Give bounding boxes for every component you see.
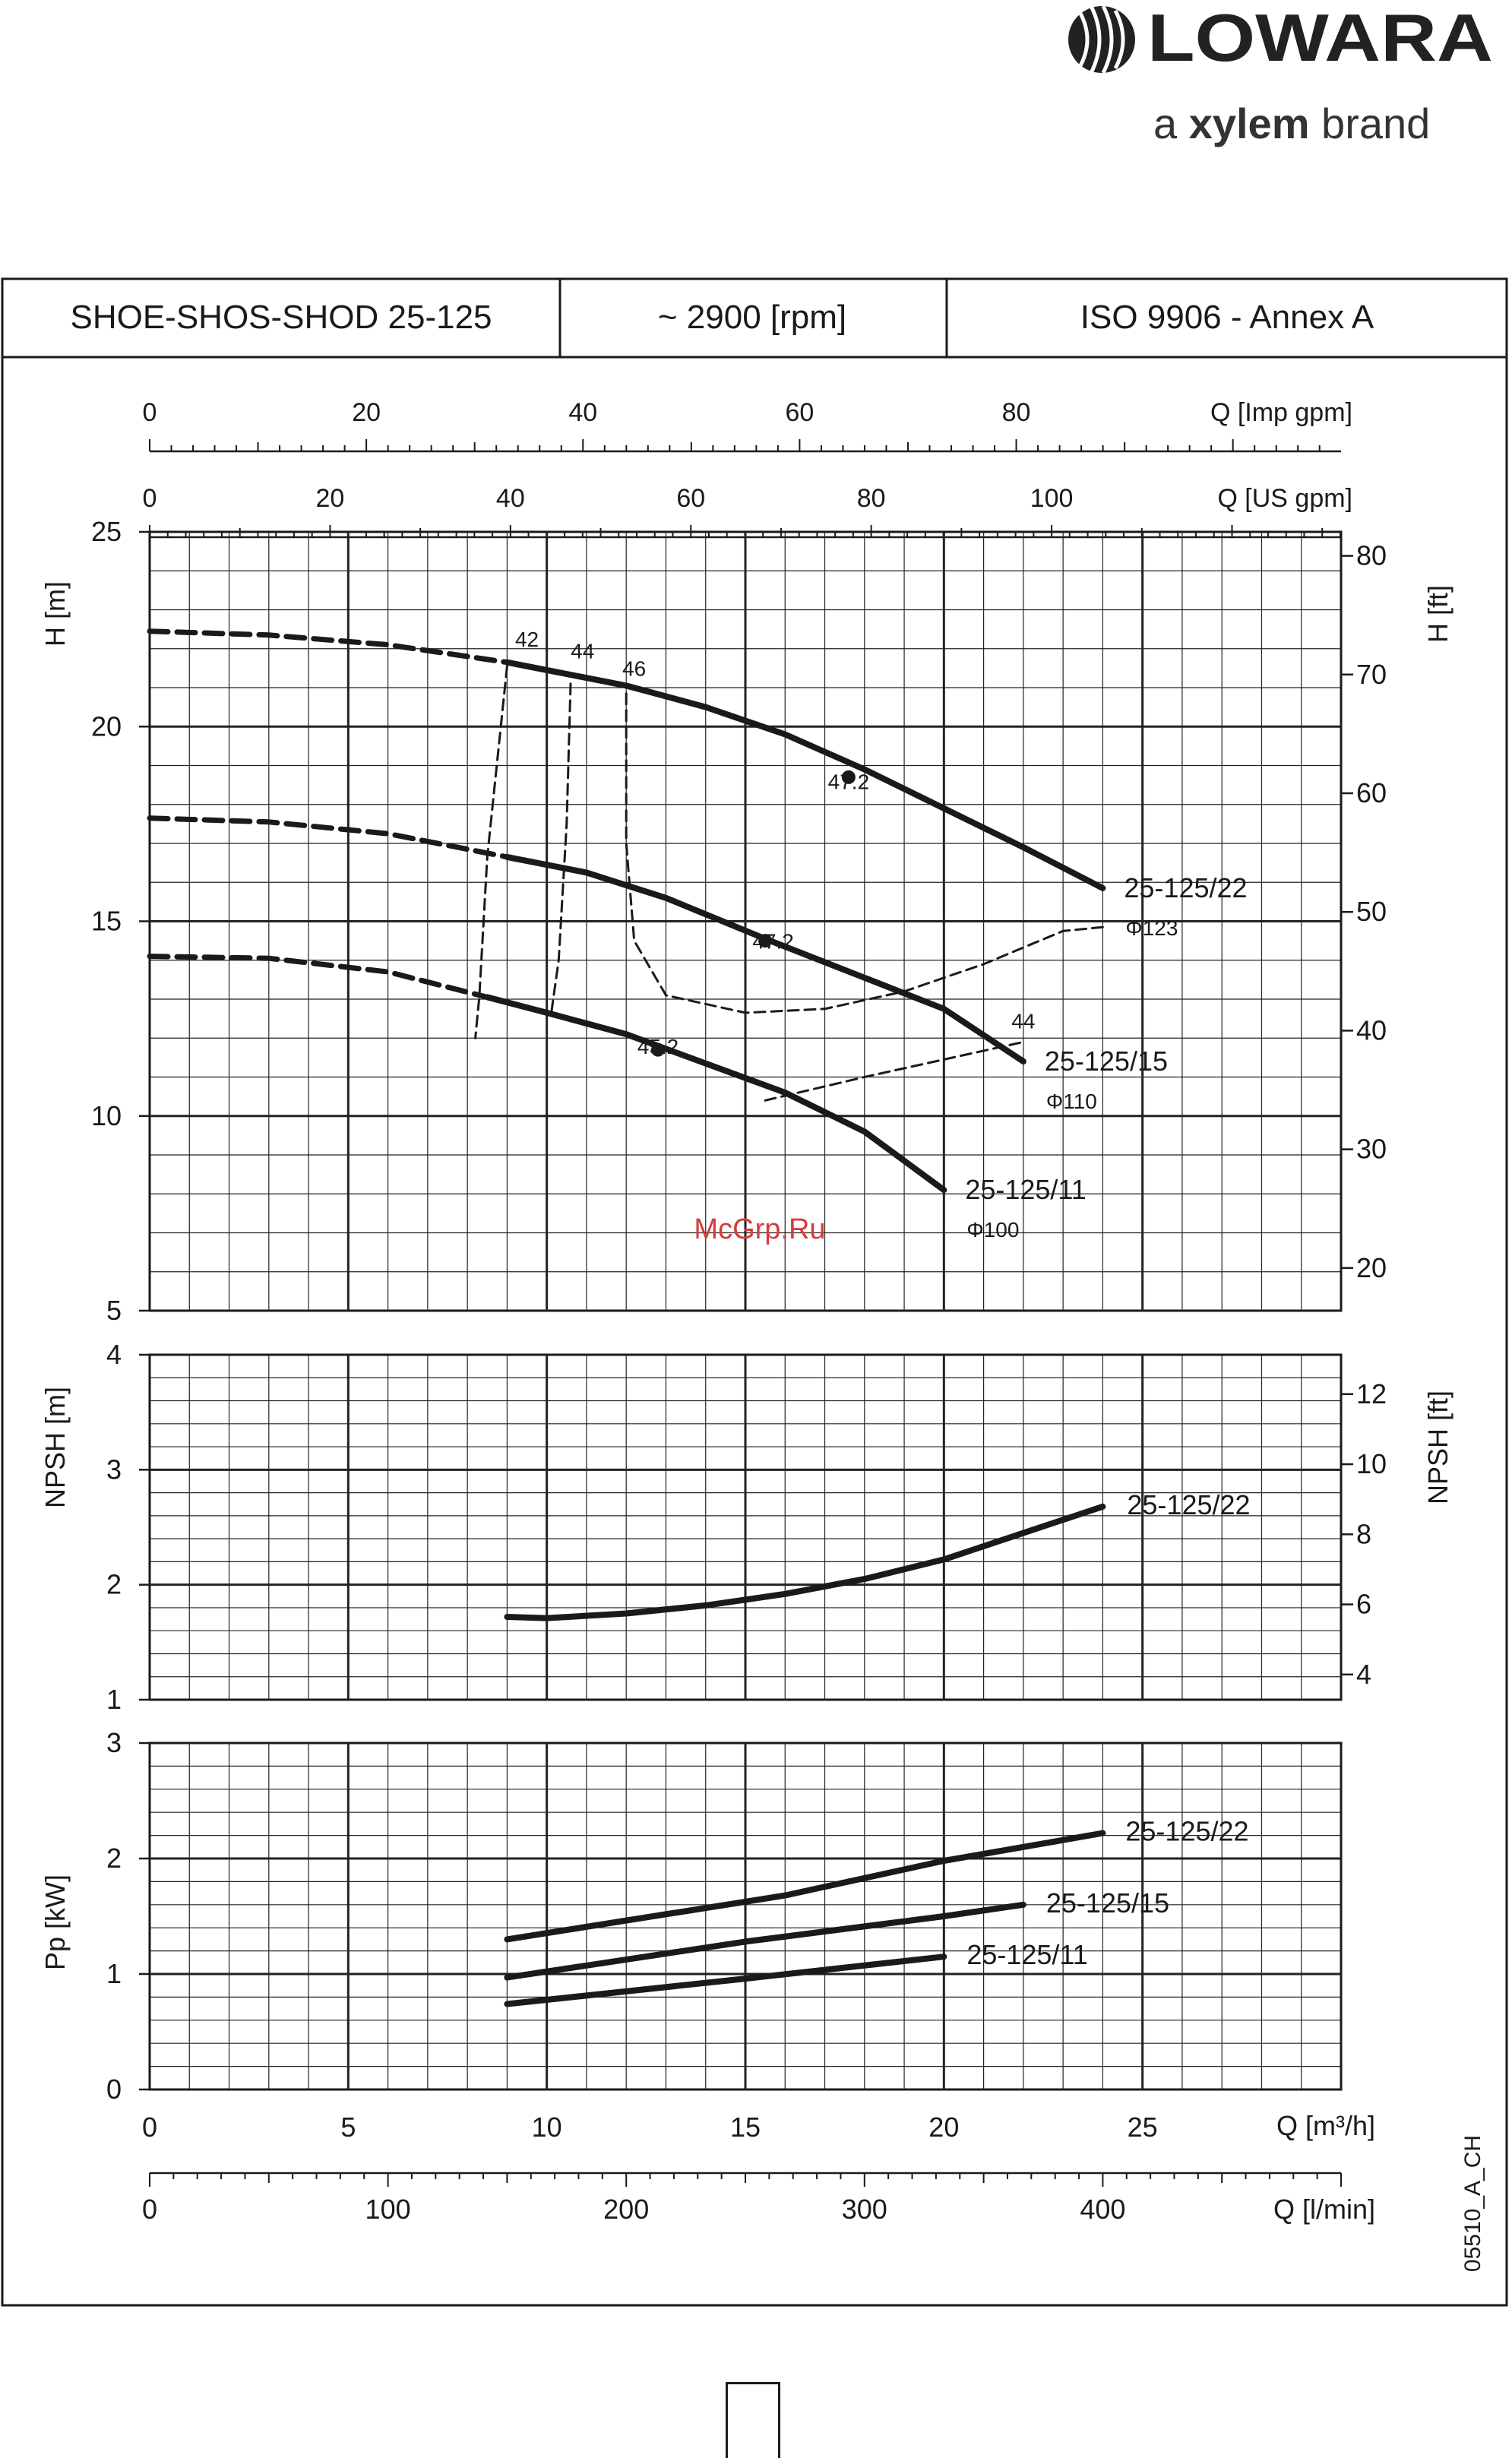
x2-tick-label: 200 [603,2194,650,2225]
header-speed: ~ 2900 [rpm] [657,299,847,336]
top-axis-tick-label: 60 [785,398,815,427]
top-flow-axes [143,398,1352,537]
top-axis-tick-label: 0 [142,398,157,427]
y-tick-label: 3 [106,1727,122,1758]
y-tick-label: 0 [106,2074,122,2105]
head-curve-extrapolated [150,818,507,857]
brand-name: LOWARA [1147,0,1493,75]
top-axis-tick-label: 0 [142,484,157,513]
series-label: 25-125/22 [1125,1815,1249,1847]
drawing-code: 05510_A_CH [1460,2134,1485,2273]
y-tick-label: 20 [90,710,122,742]
x2-tick-label: 300 [841,2194,887,2225]
x2-axis-label: Q [l/min] [1273,2194,1375,2225]
brand-tagline: a xylem brand [1153,100,1431,147]
series-label: 25-125/22 [1127,1488,1251,1520]
x-tick-label: 15 [729,2112,761,2143]
series-label: 25-125/22 [1124,872,1248,903]
head-curve [507,857,1023,1061]
x-tick-label: 20 [928,2112,960,2143]
y-right-tick-label: 12 [1356,1378,1387,1409]
y-right-tick-label: 6 [1356,1588,1372,1620]
efficiency-curve [551,684,571,1017]
head-curve-extrapolated [150,631,507,663]
x2-tick-label: 0 [141,2194,158,2225]
y-right-tick-label: 4 [1356,1658,1372,1690]
efficiency-label: 46 [622,656,647,681]
sheet-header [70,299,1374,336]
y-tick-label: 2 [106,1843,122,1874]
x2-tick-label: 100 [365,2194,411,2225]
bottom-flow-axes [142,2173,1375,2225]
efficiency-label: 44 [1011,1009,1036,1033]
efficiency-label: 45.2 [637,1034,679,1058]
power-chart [40,1727,1375,2143]
head-curve-extrapolated [150,957,487,998]
head-curve [487,997,944,1190]
top-axis-tick-label: 80 [1001,398,1031,427]
efficiency-label: 47.2 [827,770,870,794]
efficiency-label: 42 [514,628,539,652]
series-label: 25-125/11 [966,1939,1088,1971]
top-axis-tick-label: 20 [315,484,345,513]
x-tick-label: 0 [141,2112,158,2143]
series-label: 25-125/11 [965,1174,1087,1206]
y-axis-label: H [m] [40,581,71,647]
y-tick-label: 2 [106,1568,122,1600]
outer-border [2,279,1507,2305]
efficiency-label: 44 [571,639,595,663]
y-right-tick-label: 80 [1356,539,1387,571]
top-axis-tick-label: 80 [856,484,886,513]
head-curve [507,663,1102,888]
power-curve [507,1833,1102,1940]
y-right-tick-label: 30 [1356,1133,1387,1165]
y-axis-label: NPSH [m] [40,1386,71,1509]
impeller-diameter-label: Φ110 [1045,1090,1097,1113]
sheet-frame [2,279,1507,2305]
top-axis-tick-label: 20 [352,398,381,427]
y-right-tick-label: 50 [1356,896,1387,928]
x2-tick-label: 400 [1080,2194,1126,2225]
top-axis-tick-label: 60 [676,484,706,513]
y-tick-label: 5 [106,1295,122,1326]
x-tick-label: 25 [1127,2112,1158,2143]
y-right-tick-label: 60 [1356,777,1387,808]
impeller-diameter-label: Φ123 [1125,916,1178,940]
y-tick-label: 25 [90,516,122,547]
efficiency-label: 47.2 [752,929,794,954]
top-axis-tick-label: 100 [1030,484,1074,513]
x-tick-label: 10 [531,2112,562,2143]
series-label: 25-125/15 [1044,1046,1169,1077]
y-axis-label: Pp [kW] [40,1874,71,1971]
page-number-box [726,2382,780,2458]
y-right-tick-label: 70 [1356,658,1387,690]
npsh-chart [40,1339,1453,1715]
y-right-tick-label: 40 [1356,1014,1387,1046]
y-tick-label: 1 [106,1684,122,1715]
head-chart [40,516,1453,1326]
y-right-tick-label: 10 [1356,1448,1387,1480]
y-tick-label: 3 [106,1454,122,1485]
y-tick-label: 1 [106,1958,122,1989]
top-axis-tick-label: 40 [495,484,525,513]
top-axis-label: Q [Imp gpm] [1210,398,1352,427]
x-axis-label: Q [m³/h] [1276,2110,1375,2141]
header-model: SHOE-SHOS-SHOD 25-125 [70,299,492,336]
impeller-diameter-label: Φ100 [966,1218,1020,1242]
y-right-axis-label: NPSH [ft] [1422,1390,1453,1505]
y-right-tick-label: 20 [1356,1251,1387,1283]
npsh-curve [507,1507,1102,1618]
y-tick-label: 10 [90,1099,122,1131]
y-tick-label: 15 [90,905,122,937]
y-right-axis-label: H [ft] [1422,584,1453,644]
y-right-tick-label: 8 [1356,1518,1372,1550]
efficiency-curve [765,1042,1023,1100]
top-axis-tick-label: 40 [568,398,598,427]
watermark: McGrp.Ru [694,1213,826,1245]
series-label: 25-125/15 [1045,1887,1170,1919]
x-tick-label: 5 [340,2112,356,2143]
header-standard: ISO 9906 - Annex A [1080,299,1374,336]
power-curve [507,1905,1023,1978]
y-tick-label: 4 [106,1339,122,1370]
top-axis-label: Q [US gpm] [1217,484,1352,513]
